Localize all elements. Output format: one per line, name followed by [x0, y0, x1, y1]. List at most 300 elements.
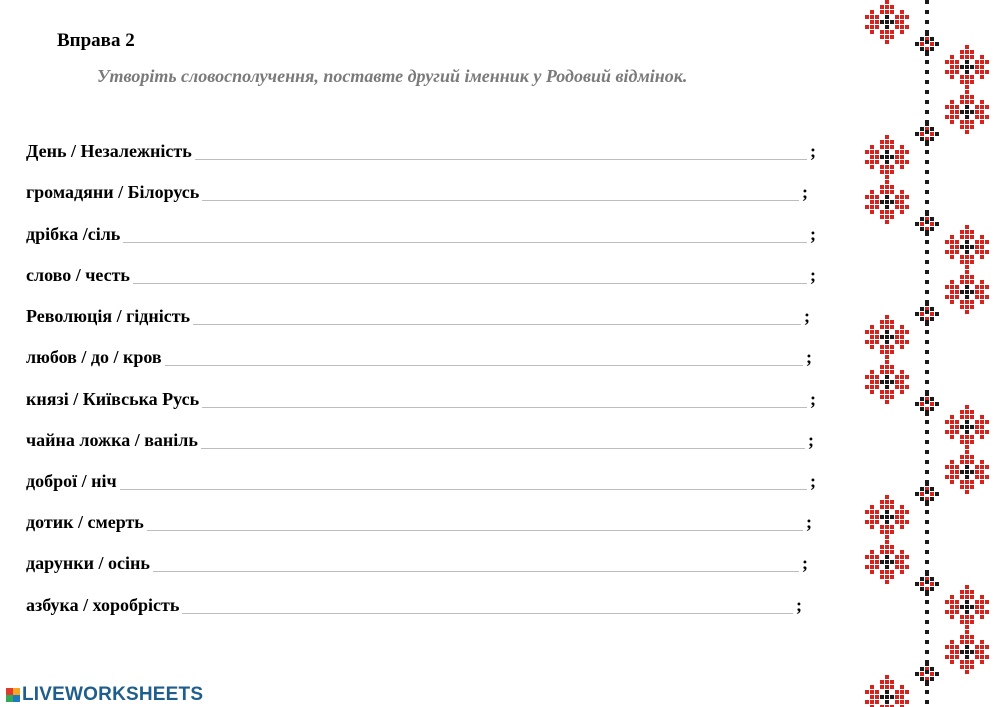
stitch [960, 635, 964, 639]
stitch [865, 340, 869, 344]
stitch [985, 420, 989, 424]
stitch [925, 170, 929, 174]
stitch [960, 120, 964, 124]
stitch [900, 15, 904, 19]
stitch [885, 350, 889, 354]
stitch [890, 200, 894, 204]
stitch [970, 125, 974, 129]
stitch [920, 132, 924, 136]
stitch [980, 615, 984, 619]
stitch [925, 220, 929, 224]
stitch [900, 695, 904, 699]
stitch [985, 465, 989, 469]
stitch [880, 170, 884, 174]
stitch [925, 610, 929, 614]
stitch [890, 145, 894, 149]
stitch [885, 40, 889, 44]
stitch [965, 80, 969, 84]
stitch [930, 587, 934, 591]
stitch [955, 290, 959, 294]
stitch [885, 520, 889, 524]
stitch [895, 15, 899, 19]
stitch [960, 290, 964, 294]
stitch [980, 105, 984, 109]
stitch [870, 155, 874, 159]
exercise-row [26, 134, 816, 162]
stitch [970, 425, 974, 429]
stitch [920, 127, 924, 131]
stitch [965, 240, 969, 244]
stitch [880, 545, 884, 549]
stitch [925, 290, 929, 294]
stitch [930, 492, 934, 496]
stitch [980, 460, 984, 464]
stitch [980, 470, 984, 474]
stitch [975, 290, 979, 294]
stitch [885, 315, 889, 319]
stitch [925, 0, 929, 4]
stitch [870, 525, 874, 529]
stitch [875, 510, 879, 514]
stitch [965, 225, 969, 229]
stitch [865, 375, 869, 379]
stitch [885, 695, 889, 699]
stitch [965, 420, 969, 424]
stitch [885, 145, 889, 149]
stitch [890, 335, 894, 339]
stitch [955, 110, 959, 114]
stitch [950, 610, 954, 614]
stitch [920, 307, 924, 311]
stitch [970, 660, 974, 664]
stitch [870, 550, 874, 554]
stitch [975, 650, 979, 654]
stitch [880, 335, 884, 339]
stitch [950, 605, 954, 609]
stitch [885, 685, 889, 689]
stitch [975, 420, 979, 424]
embroidery-border [855, 0, 1000, 707]
stitch [930, 497, 934, 501]
stitch [905, 25, 909, 29]
stitch [965, 95, 969, 99]
stitch [945, 465, 949, 469]
stitch [965, 50, 969, 54]
stitch [960, 435, 964, 439]
row-prompt: День / Незалежність [26, 141, 192, 161]
stitch [865, 205, 869, 209]
answer-input[interactable] [147, 510, 803, 531]
stitch [965, 45, 969, 49]
stitch [965, 610, 969, 614]
answer-input[interactable] [153, 551, 799, 572]
stitch [885, 330, 889, 334]
stitch [890, 140, 894, 144]
stitch [950, 650, 954, 654]
stitch [960, 640, 964, 644]
stitch [905, 160, 909, 164]
stitch [925, 140, 929, 144]
stitch [925, 310, 929, 314]
stitch [965, 295, 969, 299]
stitch [920, 492, 924, 496]
stitch [980, 425, 984, 429]
stitch [950, 295, 954, 299]
stitch [885, 175, 889, 179]
stitch [885, 180, 889, 184]
stitch [970, 595, 974, 599]
stitch [905, 15, 909, 19]
stitch [925, 510, 929, 514]
stitch [905, 565, 909, 569]
stitch [925, 520, 929, 524]
stitch [970, 455, 974, 459]
stitch [870, 30, 874, 34]
stitch [970, 440, 974, 444]
stitch [905, 205, 909, 209]
stitch [920, 217, 924, 221]
stitch [960, 455, 964, 459]
stitch [920, 672, 924, 676]
stitch [965, 125, 969, 129]
stitch [965, 625, 969, 629]
stitch [965, 245, 969, 249]
stitch [950, 645, 954, 649]
stitch [875, 385, 879, 389]
stitch [955, 250, 959, 254]
stitch [950, 465, 954, 469]
stitch [965, 590, 969, 594]
stitch [885, 135, 889, 139]
stitch [980, 430, 984, 434]
stitch [925, 20, 929, 24]
stitch [955, 475, 959, 479]
stitch [965, 645, 969, 649]
stitch [960, 50, 964, 54]
stitch [890, 165, 894, 169]
liveworksheets-logo-icon [6, 688, 20, 702]
stitch [885, 375, 889, 379]
stitch [870, 340, 874, 344]
stitch [970, 605, 974, 609]
stitch [900, 150, 904, 154]
stitch [960, 245, 964, 249]
answer-input[interactable] [202, 180, 799, 201]
stitch [980, 475, 984, 479]
stitch [925, 350, 929, 354]
stitch [960, 590, 964, 594]
stitch [950, 475, 954, 479]
stitch [985, 645, 989, 649]
stitch [865, 565, 869, 569]
stitch [980, 650, 984, 654]
stitch [965, 465, 969, 469]
stitch [960, 620, 964, 624]
stitch [980, 60, 984, 64]
stitch [950, 290, 954, 294]
stitch [965, 665, 969, 669]
stitch [960, 305, 964, 309]
stitch [870, 200, 874, 204]
stitch [930, 312, 934, 316]
stitch [960, 80, 964, 84]
stitch [870, 210, 874, 214]
stitch [885, 500, 889, 504]
stitch [960, 480, 964, 484]
stitch [870, 690, 874, 694]
stitch [925, 700, 929, 704]
stitch [905, 510, 909, 514]
stitch [885, 540, 889, 544]
stitch [875, 380, 879, 384]
answer-input[interactable] [193, 304, 801, 325]
stitch [865, 510, 869, 514]
stitch [890, 680, 894, 684]
stitch [965, 75, 969, 79]
stitch [890, 325, 894, 329]
stitch [980, 295, 984, 299]
answer-input[interactable] [123, 222, 807, 243]
stitch [885, 565, 889, 569]
answer-input[interactable] [202, 387, 807, 408]
stitch [900, 205, 904, 209]
stitch [950, 480, 954, 484]
stitch [880, 20, 884, 24]
stitch [945, 430, 949, 434]
answer-input[interactable] [182, 593, 793, 614]
stitch [900, 515, 904, 519]
stitch [965, 85, 969, 89]
stitch [980, 235, 984, 239]
stitch [905, 385, 909, 389]
stitch [950, 640, 954, 644]
stitch [885, 170, 889, 174]
stitch [975, 295, 979, 299]
stitch [965, 640, 969, 644]
stitch [960, 470, 964, 474]
stitch [980, 100, 984, 104]
stitch [870, 685, 874, 689]
stitch [925, 270, 929, 274]
stitch [895, 560, 899, 564]
stitch [900, 200, 904, 204]
stitch [880, 390, 884, 394]
stitch [925, 340, 929, 344]
stitch [970, 255, 974, 259]
stitch [950, 100, 954, 104]
answer-input[interactable] [120, 469, 807, 490]
stitch [920, 312, 924, 316]
stitch [960, 460, 964, 464]
stitch [890, 320, 894, 324]
stitch [920, 667, 924, 671]
stitch [985, 115, 989, 119]
exercise-row [26, 546, 808, 574]
stitch [965, 280, 969, 284]
stitch [980, 605, 984, 609]
stitch [920, 222, 924, 226]
exercise-title: Вправа 2 [57, 30, 135, 51]
stitch [950, 240, 954, 244]
stitch [955, 70, 959, 74]
stitch [885, 525, 889, 529]
stitch [900, 385, 904, 389]
stitch [970, 485, 974, 489]
stitch [935, 312, 939, 316]
stitch [925, 230, 929, 234]
stitch [965, 670, 969, 674]
stitch [960, 260, 964, 264]
stitch [925, 410, 929, 414]
stitch [895, 375, 899, 379]
stitch [980, 435, 984, 439]
stitch [930, 137, 934, 141]
stitch [975, 115, 979, 119]
answer-input[interactable] [133, 263, 807, 284]
stitch [870, 390, 874, 394]
stitch [925, 180, 929, 184]
stitch [870, 20, 874, 24]
stitch [870, 570, 874, 574]
stitch [890, 500, 894, 504]
stitch [900, 145, 904, 149]
stitch [890, 515, 894, 519]
stitch [870, 205, 874, 209]
stitch [985, 70, 989, 74]
stitch [920, 487, 924, 491]
stitch [935, 222, 939, 226]
row-terminator: ; [810, 265, 816, 285]
stitch [970, 95, 974, 99]
stitch [925, 390, 929, 394]
stitch [965, 450, 969, 454]
stitch [945, 420, 949, 424]
stitch [880, 550, 884, 554]
stitch [905, 195, 909, 199]
stitch [955, 430, 959, 434]
stitch [950, 110, 954, 114]
stitch [960, 255, 964, 259]
stitch [885, 160, 889, 164]
stitch [930, 132, 934, 136]
stitch [955, 645, 959, 649]
stitch [890, 20, 894, 24]
stitch [950, 115, 954, 119]
stitch [900, 380, 904, 384]
stitch [980, 660, 984, 664]
stitch [965, 435, 969, 439]
stitch [920, 227, 924, 231]
stitch [965, 470, 969, 474]
stitch [925, 150, 929, 154]
stitch [930, 402, 934, 406]
stitch [880, 380, 884, 384]
stitch [885, 205, 889, 209]
stitch [925, 110, 929, 114]
stitch [920, 497, 924, 501]
stitch [900, 195, 904, 199]
stitch [925, 660, 929, 664]
stitch [885, 150, 889, 154]
logo-square [6, 695, 13, 702]
stitch [925, 460, 929, 464]
stitch [885, 210, 889, 214]
stitch [925, 420, 929, 424]
stitch [890, 505, 894, 509]
stitch [980, 245, 984, 249]
stitch [950, 120, 954, 124]
stitch [925, 330, 929, 334]
stitch [905, 555, 909, 559]
stitch [885, 0, 889, 4]
stitch [925, 40, 929, 44]
stitch [880, 575, 884, 579]
stitch [925, 300, 929, 304]
stitch [925, 260, 929, 264]
stitch [890, 545, 894, 549]
stitch [955, 610, 959, 614]
stitch [965, 285, 969, 289]
stitch [870, 325, 874, 329]
stitch [900, 390, 904, 394]
stitch [885, 340, 889, 344]
stitch [970, 410, 974, 414]
answer-input[interactable] [195, 139, 807, 160]
answer-input[interactable] [201, 428, 805, 449]
row-prompt: дрібка /сіль [26, 224, 121, 244]
stitch [945, 295, 949, 299]
stitch [875, 695, 879, 699]
stitch [885, 560, 889, 564]
stitch [960, 280, 964, 284]
answer-input[interactable] [165, 345, 803, 366]
stitch [925, 320, 929, 324]
stitch [900, 25, 904, 29]
row-terminator: ; [810, 141, 816, 161]
stitch [875, 150, 879, 154]
stitch [925, 430, 929, 434]
stitch [980, 75, 984, 79]
row-prompt: громадяни / Білорусь [26, 182, 200, 202]
stitch [890, 570, 894, 574]
stitch [970, 75, 974, 79]
stitch [950, 60, 954, 64]
stitch [925, 380, 929, 384]
row-prompt: любов / до / кров [26, 347, 162, 367]
stitch [985, 250, 989, 254]
stitch [950, 415, 954, 419]
stitch [930, 37, 934, 41]
stitch [875, 700, 879, 704]
stitch [900, 155, 904, 159]
stitch [915, 582, 919, 586]
stitch [925, 120, 929, 124]
row-prompt: Революція / гідність [26, 306, 191, 326]
stitch [950, 460, 954, 464]
stitch [965, 490, 969, 494]
stitch [885, 545, 889, 549]
stitch [925, 90, 929, 94]
stitch [890, 370, 894, 374]
stitch [950, 600, 954, 604]
stitch [985, 600, 989, 604]
stitch [900, 550, 904, 554]
stitch [965, 260, 969, 264]
stitch [875, 20, 879, 24]
stitch [975, 425, 979, 429]
stitch [870, 700, 874, 704]
stitch [950, 420, 954, 424]
